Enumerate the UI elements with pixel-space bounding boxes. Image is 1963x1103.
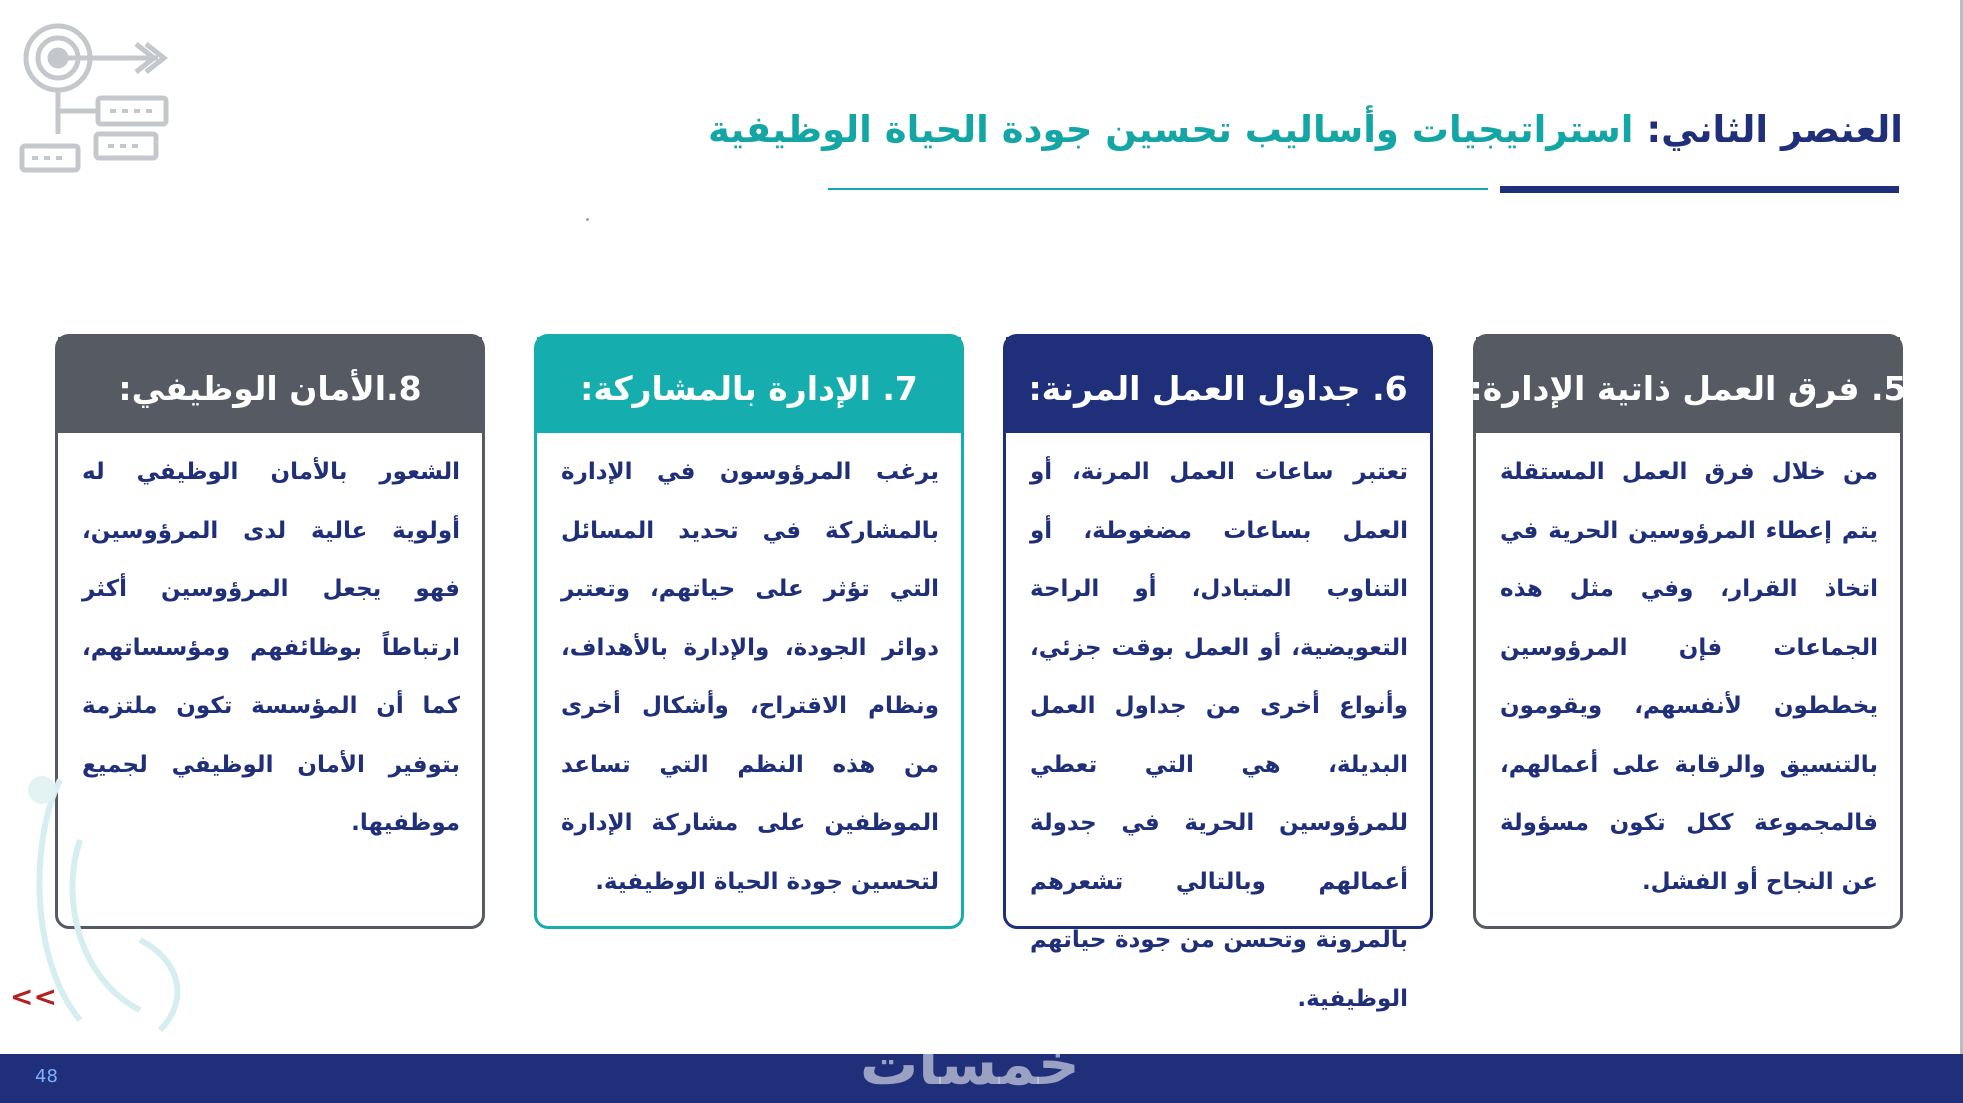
card-text: يرغب المرؤوسون في الإدارة بالمشاركة في تحديد المسائل التي تؤثر على حياتهم، وتعتبر دوائر الجودة، والإدارة بالأهداف، ونظام الاقتراح، وأشكال أخرى من هذه النظم التي تساعد الموظفين على مشاركة الإدارة لتحسين جودة الحياة الوظيفية. (561, 459, 939, 895)
watermark-logo: خمسات (860, 1030, 1080, 1098)
decorative-swirl (20, 760, 220, 1060)
card-title: 6. جداول العمل المرنة: (1006, 337, 1430, 433)
card-self-managed-teams (1469, 334, 1907, 929)
card-text: من خلال فرق العمل المستقلة يتم إعطاء المرؤوسين الحرية في اتخاذ القرار، وفي مثل هذه الجماعات فإن المرؤوسين يخططون لأنفسهم، ويقومون بالتنسيق والرقابة على أعمالهم، فالمجموعة ككل تكون مسؤولة عن النجاح أو الفشل. (1500, 459, 1878, 895)
card-text: الشعور بالأمان الوظيفي له أولوية عالية لدى المرؤوسين، فهو يجعل المرؤوسين أكثر ارتباطاً بوظائفهم ومؤسساتهم، كما أن المؤسسة تكون ملتزمة بتوفير الأمان الوظيفي لجميع موظفيها. (82, 459, 460, 836)
card-title: 5. فرق العمل ذاتية الإدارة: (1476, 337, 1900, 433)
card-participative-management (534, 334, 964, 929)
card-title: 7. الإدارة بالمشاركة: (537, 337, 961, 433)
title-underline-thick (1500, 186, 1899, 193)
card-flexible-schedules (1003, 334, 1433, 1012)
card-title: 8.الأمان الوظيفي: (58, 337, 482, 433)
page-title (708, 108, 1903, 151)
decorative-dot (586, 218, 589, 221)
card-text: تعتبر ساعات العمل المرنة، أو العمل بساعات مضغوطة، أو التناوب المتبادل، أو الراحة التعويضية، أو العمل بوقت جزئي، وأنواع أخرى من جداول العمل البديلة، هي التي تعطي للمرؤوسين الحرية في جدولة أعمالهم وبالتالي تشعرهم بالمرونة وتحسن من جودة حياتهم الوظيفية. (1030, 459, 1408, 1012)
target-arrow-icon (18, 16, 180, 176)
title-text: استراتيجيات وأساليب تحسين جودة الحياة الوظيفية (707, 108, 1647, 151)
page-number: 48 (35, 1066, 58, 1087)
previous-slide-button[interactable]: << (10, 980, 57, 1013)
title-underline-thin (828, 188, 1488, 190)
title-label: العنصر الثاني: (1646, 108, 1903, 151)
footer-bar (0, 1030, 1963, 1103)
